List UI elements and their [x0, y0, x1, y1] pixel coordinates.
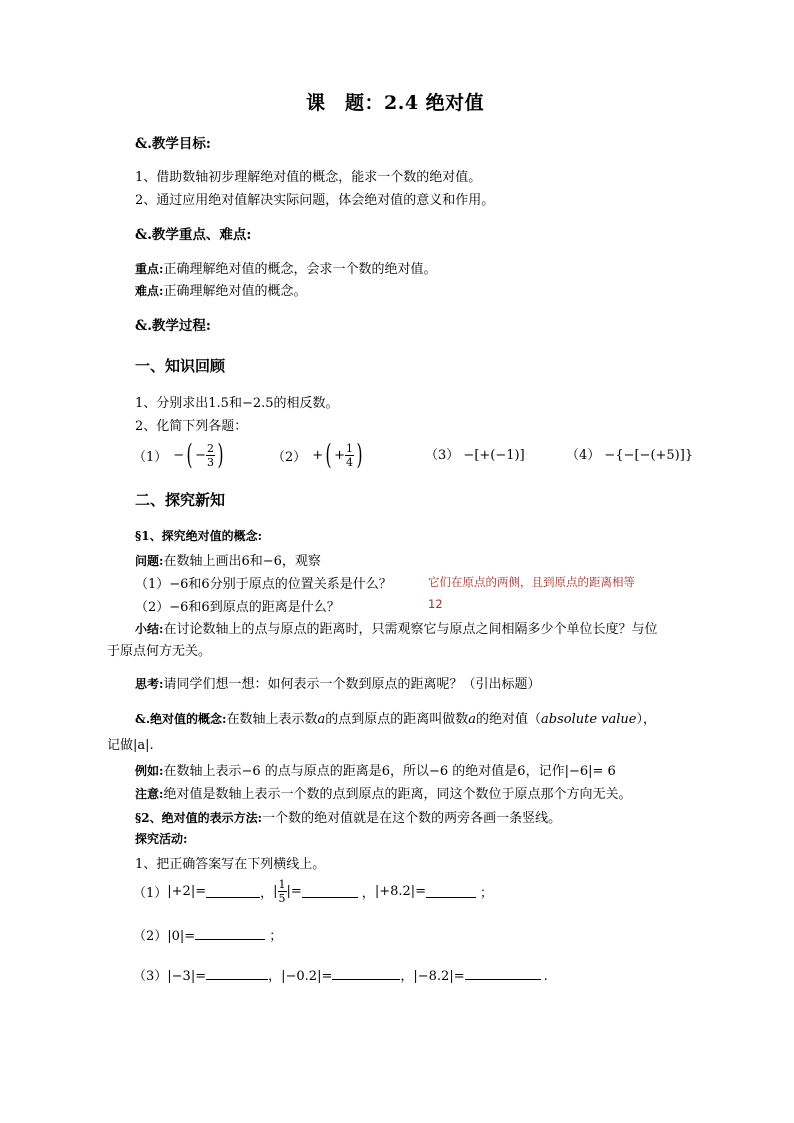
answer-2: 12: [428, 597, 443, 611]
think-text: 请同学们想一想：如何表示一个数到原点的距离呢？（引出标题）: [163, 677, 541, 692]
exercise-3c: |−8.2|=: [413, 969, 465, 984]
think-label: 思考:: [135, 677, 164, 691]
summary-text: 在讨论数轴上的点与原点的距离时，只需观察它与原点之间相隔多少个单位长度？与位: [163, 622, 658, 637]
definition-line-2: 记做|a|.: [107, 738, 154, 753]
example-text: 在数轴上表示−6 的点与原点的距离是6，所以−6 的绝对值是6，记作|−6|= 6: [163, 764, 616, 779]
definition-line-1: &.绝对值的概念:在数轴上表示数a的点到原点的距离叫做数a的绝对值（absolute value），: [135, 712, 657, 727]
question-label: 问题:: [135, 554, 164, 568]
absolute-value-en: absolute value: [541, 712, 637, 727]
review-question-1: 1、分别求出1.5和−2.5的相反数。: [135, 396, 339, 411]
expr-1-label: （1）: [133, 449, 168, 465]
answer-blank[interactable]: [332, 967, 400, 980]
key-point-text: 正确理解绝对值的概念，会求一个数的绝对值。: [163, 262, 437, 277]
objective-item: 2、通过应用绝对值解决实际问题，体会绝对值的意义和作用。: [135, 193, 495, 208]
example-line: [135, 760, 616, 779]
section2-line: [135, 807, 561, 826]
page-title: 课 题：2.4 绝对值: [306, 92, 485, 114]
definition-label: &.绝对值的概念:: [135, 712, 227, 726]
note-label: 注意:: [135, 787, 164, 801]
keypoints-heading: &.教学重点、难点:: [135, 227, 252, 243]
difficult-point-line: [135, 280, 306, 299]
expr-3-label: （3）: [425, 448, 460, 463]
expr-4-label: （4）: [566, 448, 601, 463]
answer-blank[interactable]: [206, 885, 260, 898]
exercise-1a: |+2|=: [167, 883, 207, 899]
expr-3: [425, 444, 525, 463]
answer-blank[interactable]: [195, 927, 265, 940]
section2-text: 一个数的绝对值就是在这个数的两旁各画一条竖线。: [262, 811, 562, 826]
section1-heading: §1、探究绝对值的概念:: [135, 529, 263, 543]
example-label: 例如:: [135, 764, 164, 778]
answer-1: 它们在原点的两侧，且到原点的距离相等: [428, 575, 635, 589]
activity-label: 探究活动:: [135, 832, 188, 846]
key-point-line: [135, 258, 436, 277]
exercise-row-1: （1） |+2|= ， | $\frac{1}{5}$ |= ， |+8.2|= ；: [133, 877, 494, 905]
answer-blank[interactable]: [465, 967, 541, 980]
expr-1-fraction: $\frac{2}{3}$: [207, 441, 215, 469]
summary-label: 小结:: [135, 622, 164, 636]
question-line: [135, 550, 321, 569]
answer-blank[interactable]: [206, 967, 268, 980]
exercise-3b: |−0.2|=: [281, 969, 333, 984]
note-text: 绝对值是数轴上表示一个数的点到原点的距离，同这个数位于原点那个方向无关。: [163, 787, 632, 802]
question-text: 在数轴上画出6和−6，观察: [163, 554, 321, 569]
expr-4: [566, 444, 693, 463]
variable-a: a: [317, 712, 326, 727]
exercise-row-3: （3）|−3|= ，|−0.2|= ，|−8.2|= .: [133, 969, 548, 984]
note-line: [135, 783, 631, 802]
process-heading: &.教学过程:: [135, 318, 211, 334]
exercise-1b-fraction: $\frac{1}{5}$: [278, 877, 286, 905]
objectives-heading: &.教学目标:: [135, 136, 211, 152]
think-line: [135, 673, 540, 692]
expr-1: （1） − ( − $\frac{2}{3}$ ): [133, 438, 224, 471]
answer-blank[interactable]: [426, 885, 476, 898]
exercise-2a: |0|=: [167, 929, 196, 944]
expr-2: （2） + ( + $\frac{1}{4}$ ): [272, 438, 363, 471]
exercise-1c: |+8.2|=: [374, 883, 427, 899]
review-question-2: 2、化简下列各题：: [135, 419, 248, 434]
activity-question-1: 1、把正确答案写在下列横线上。: [135, 857, 326, 872]
section2-heading: §2、绝对值的表示方法:: [135, 811, 263, 825]
key-point-label: 重点:: [135, 262, 164, 276]
summary-line-2: 于原点何方无关。: [107, 644, 212, 659]
exercise-3a: |−3|=: [167, 969, 207, 984]
expr-2-fraction: $\frac{1}{4}$: [346, 441, 354, 469]
exercise-row-2: （2）|0|= ；: [133, 929, 283, 944]
expr-2-label: （2）: [272, 449, 307, 465]
difficult-point-text: 正确理解绝对值的概念。: [163, 284, 307, 299]
expr-4-body: −{−[−(+5)]}: [604, 448, 694, 463]
objective-item: 1、借助数轴初步理解绝对值的概念，能求一个数的绝对值。: [135, 170, 482, 185]
sub-question-1: （1）−6和6分别于原点的位置关系是什么？: [135, 577, 392, 592]
sub-question-2: （2）−6和6到原点的距离是什么？: [135, 600, 340, 615]
summary-line-1: [135, 618, 657, 637]
explore-heading: 二、探究新知: [135, 491, 226, 509]
answer-blank[interactable]: [302, 885, 358, 898]
difficult-point-label: 难点:: [135, 284, 164, 298]
expr-3-body: −[+(−1)]: [463, 448, 525, 463]
review-heading: 一、知识回顾: [135, 357, 226, 375]
